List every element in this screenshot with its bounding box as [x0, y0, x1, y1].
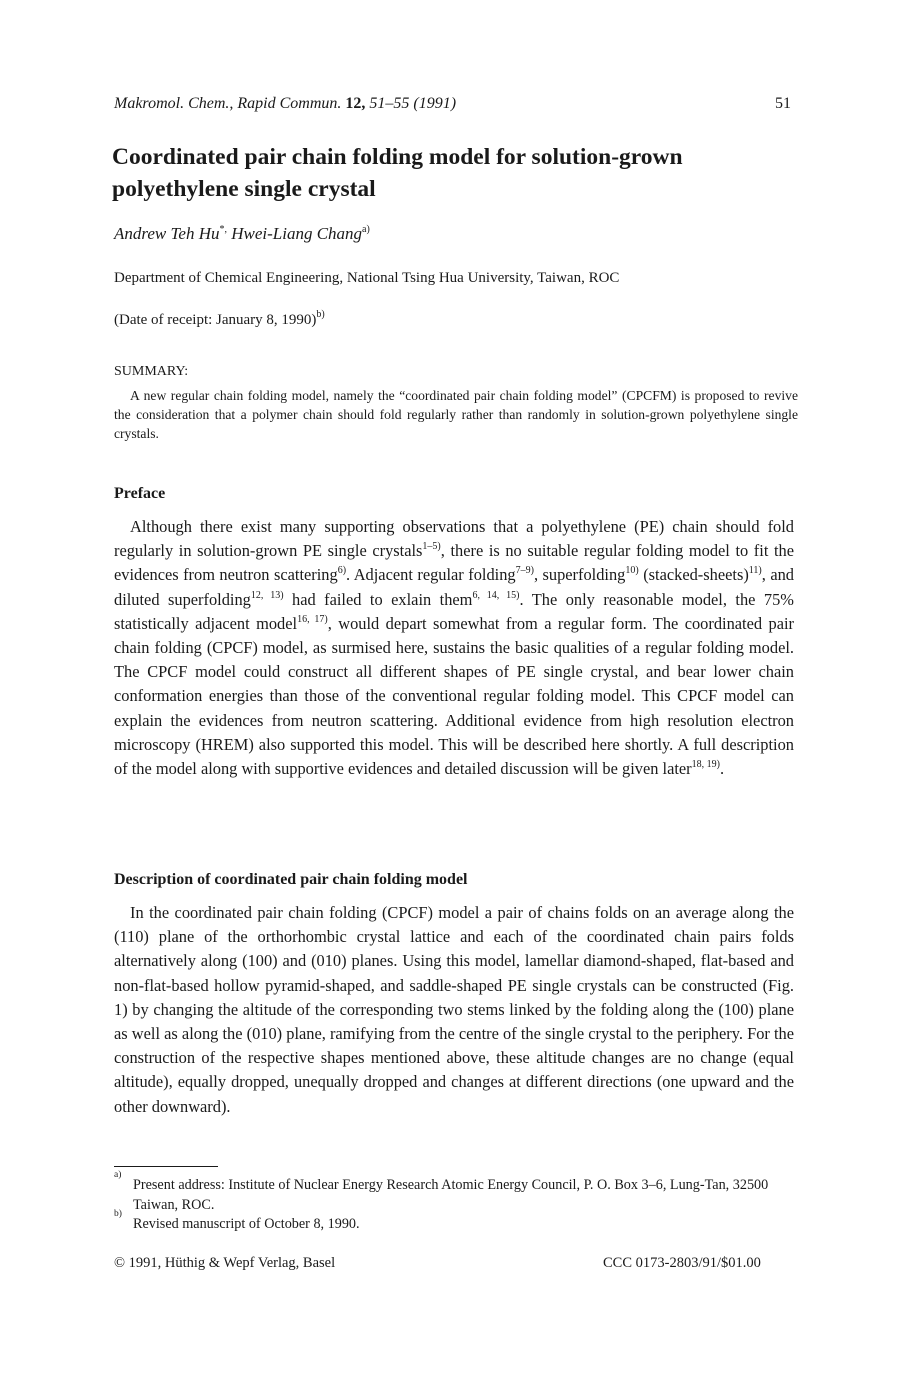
- author-2-mark: a): [362, 224, 370, 235]
- preface-text: . The only reasonable model, the 75% statistically adjacent model: [114, 589, 794, 633]
- preface-paragraph: [114, 515, 794, 781]
- footnote-b: b) Revised manuscript of October 8, 1990.: [114, 1214, 798, 1234]
- journal-name: Makromol. Chem., Rapid Commun.: [114, 95, 342, 112]
- citation: 10): [625, 565, 639, 577]
- receipt-text: (Date of receipt: January 8, 1990): [114, 312, 317, 328]
- citation: 6): [337, 565, 347, 577]
- journal-citation: [114, 95, 456, 113]
- description-paragraph: In the coordinated pair chain folding (CPCF) model a pair of chains folds on an average along the (110) plane of the orthorhombic crystal lattice and each of the coordinated chain pairs folds alternatively along (100) and (010) planes. Using this model, lamellar diamond-shaped, flat-based and non-flat-based hollow pyramid-shaped, and saddle-shaped PE single crystals can be constructed (Fig. 1) by changing the altitude of the corresponding two stems linked by the folding along the (100) plane as well as along the (010) plane, ramifying from the centre of the single crystal to the periphery. For the construction of the respective shapes mentioned above, these altitude changes are no change (equal altitude), equally dropped, unequally dropped and changes at different directions (one upward and the other downward).: [114, 903, 794, 1116]
- summary-heading: SUMMARY:: [114, 364, 189, 379]
- summary-paragraph: A new regular chain folding model, namely the “coordinated pair chain folding model” (CPCFM) is proposed to revive the consideration that a polymer chain should fold regularly rather than randomly in solution-grown polyethylene single crystals.: [114, 388, 798, 441]
- journal-pages-year: 51–55 (1991): [369, 95, 457, 112]
- affiliation: Department of Chemical Engineering, National Tsing Hua University, Taiwan, ROC: [114, 270, 620, 286]
- author-2: Hwei-Liang Chang: [231, 224, 363, 243]
- copyright: © 1991, Hüthig & Wepf Verlag, Basel: [114, 1255, 336, 1271]
- citation: 12, 13): [250, 589, 284, 601]
- author-list: [114, 224, 370, 244]
- section-heading-preface: Preface: [114, 485, 166, 502]
- footnote-divider: [114, 1166, 218, 1167]
- journal-volume: 12,: [345, 95, 366, 112]
- page-number: 51: [775, 95, 791, 112]
- section-heading-description: Description of coordinated pair chain folding model: [114, 871, 468, 888]
- preface-text: .: [719, 759, 725, 779]
- receipt-date: [114, 309, 325, 329]
- citation: 11): [748, 565, 762, 577]
- footnote-text: Present address: Institute of Nuclear Energy Research Atomic Energy Council, P. O. Box 3–6, Lung-Tan, 32500 Taiwan, ROC.: [133, 1177, 769, 1213]
- author-1-mark: *,: [219, 224, 227, 235]
- preface-text: , would depart somewhat from a regular form. The coordinated pair chain folding (CPCF) model, as surmised here, sustains the basic qualities of a regular folding model. The CPCF model could construct all different shapes of PE single crystal, and bear lower chain conformation energies than those of the conventional regular folding model. This CPCF model can explain the evidences from neutron scattering. Additional evidence from high resolution electron microscopy (HREM) also supported this model. This will be described here shortly. A full description of the model along with supportive evidences and detailed discussion will be given later: [114, 613, 794, 779]
- citation: 16, 17): [297, 613, 328, 625]
- footnote-text: Revised manuscript of October 8, 1990.: [133, 1216, 360, 1232]
- preface-text: , and diluted superfolding: [114, 565, 794, 609]
- author-1: Andrew Teh Hu: [114, 224, 220, 243]
- ccc-code: CCC 0173-2803/91/$01.00: [603, 1255, 761, 1271]
- summary-text: [114, 386, 798, 443]
- paper-title: Coordinated pair chain folding model for solution-grown polyethylene single crystal: [112, 144, 683, 202]
- footnote-a: a) Present address: Institute of Nuclear Energy Research Atomic Energy Council, P. O. Box 3–6, Lung-Tan, 32500 Taiwan, ROC.: [114, 1175, 798, 1215]
- preface-text: , superfolding: [533, 565, 626, 585]
- preface-text: , there is no suitable regular folding model to fit the evidences from neutron scattering: [114, 541, 794, 585]
- citation: 18, 19): [691, 759, 720, 771]
- preface-text: . Adjacent regular folding: [346, 565, 516, 585]
- preface-text: had failed to exlain them: [283, 589, 473, 609]
- preface-text: Although there exist many supporting observations that a polyethylene (PE) chain should fold regularly in solution-grown PE single crystals: [114, 517, 794, 561]
- receipt-mark: b): [316, 309, 325, 320]
- citation: 1–5): [422, 541, 441, 553]
- citation: 7–9): [515, 565, 534, 577]
- citation: 6, 14, 15): [472, 589, 520, 601]
- preface-text: (stacked-sheets): [638, 565, 749, 585]
